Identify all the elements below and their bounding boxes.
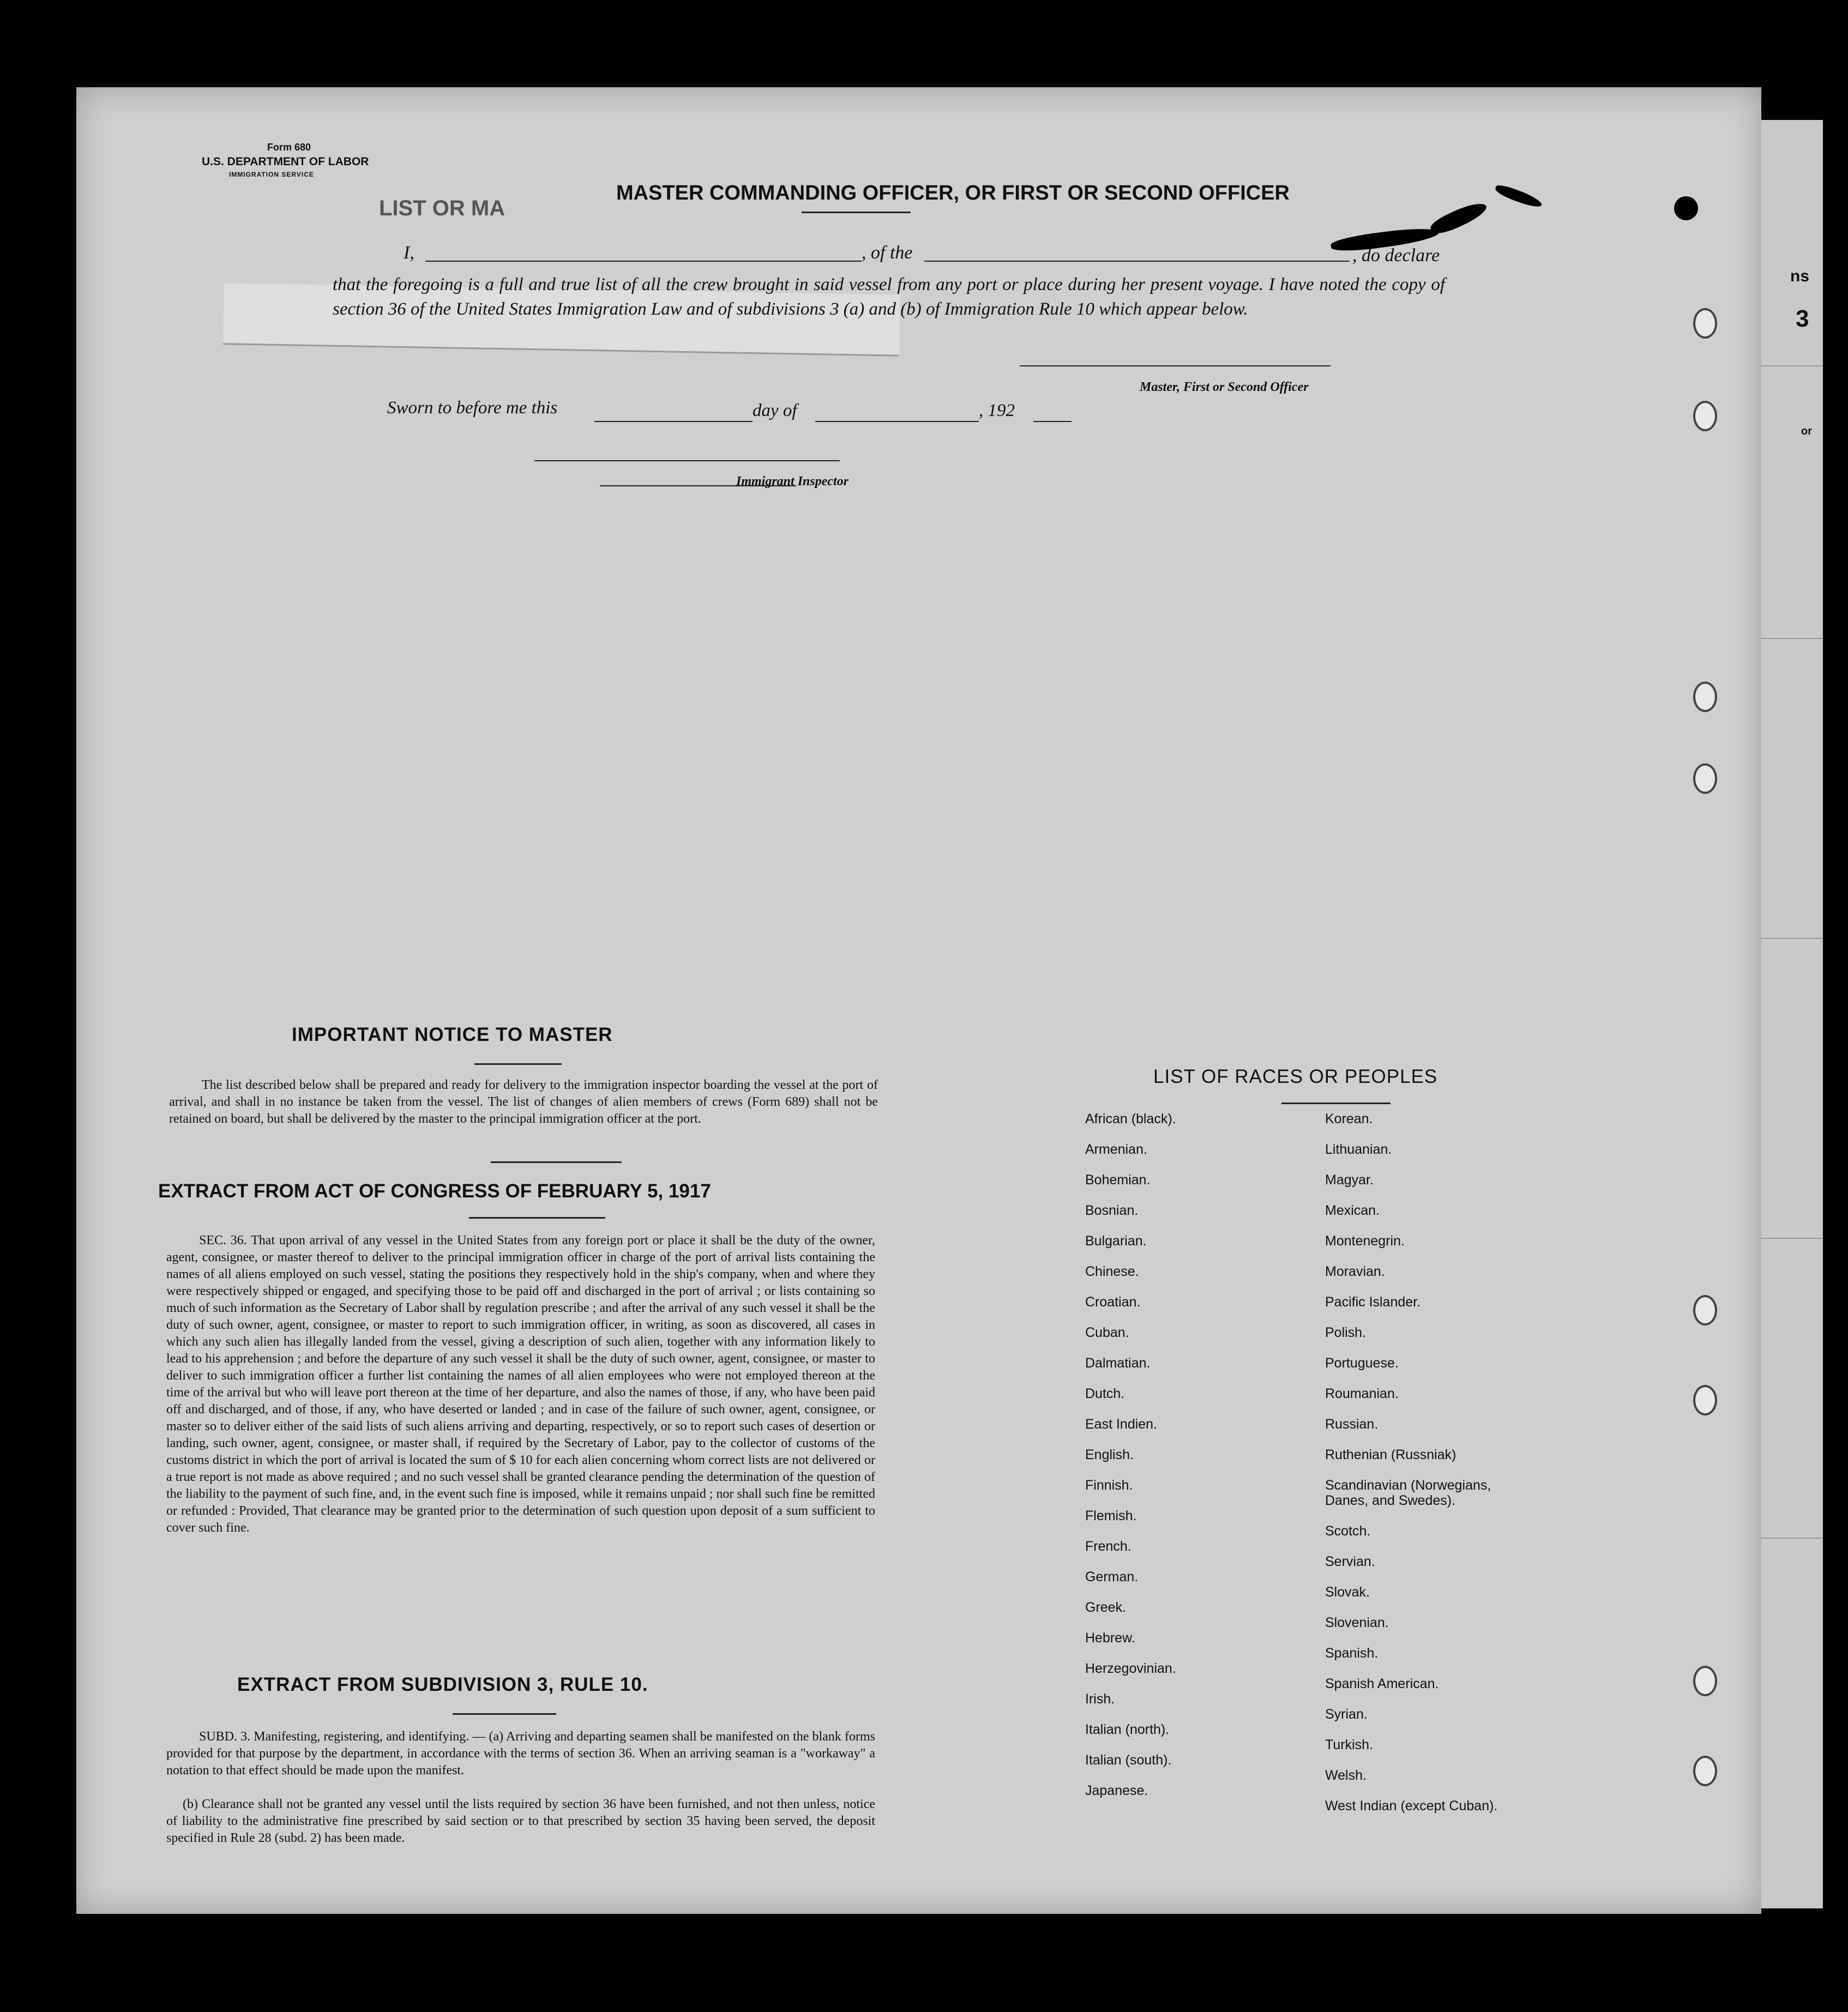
race-item: Greek. bbox=[1085, 1600, 1127, 1615]
punch-hole bbox=[1693, 763, 1717, 794]
notice-text: The list described below shall be prepared and ready for delivery to the immigration inspector boarding the vessel at the port of arrival, and shall in no instance be taken from the vessel. The list of changes of alien members of crews (Form 689) shall not be retained on board, but shall be delivered by the master to the principal immigration officer at the port. bbox=[169, 1078, 878, 1126]
inspector-label: Immigrant Inspector bbox=[736, 474, 849, 489]
tear-mark bbox=[1494, 183, 1543, 210]
race-item: Bohemian. bbox=[1085, 1172, 1151, 1188]
race-item: Slovenian. bbox=[1325, 1615, 1389, 1630]
service-name: IMMIGRATION SERVICE bbox=[229, 171, 314, 178]
punch-hole bbox=[1693, 1295, 1717, 1326]
race-item: Bulgarian. bbox=[1085, 1233, 1147, 1249]
race-item: Hebrew. bbox=[1085, 1630, 1135, 1646]
race-item: Armenian. bbox=[1085, 1142, 1147, 1157]
declare-label: , do declare bbox=[1352, 245, 1440, 266]
race-item: Spanish American. bbox=[1325, 1676, 1439, 1691]
punch-hole bbox=[1693, 308, 1717, 339]
race-item: Portuguese. bbox=[1325, 1356, 1399, 1371]
faded-title: LIST OR MA bbox=[379, 196, 505, 220]
race-item: Magyar. bbox=[1325, 1172, 1374, 1188]
punch-hole bbox=[1693, 1756, 1717, 1786]
race-item: Polish. bbox=[1325, 1325, 1367, 1340]
back-fragment-3: or bbox=[1801, 425, 1812, 437]
race-item: Syrian. bbox=[1325, 1707, 1368, 1722]
race-item: Herzegovinian. bbox=[1085, 1661, 1176, 1676]
department-name: U.S. DEPARTMENT OF LABOR bbox=[202, 155, 369, 168]
year-label: , 192 bbox=[979, 401, 1015, 420]
tear-mark bbox=[1428, 198, 1489, 238]
race-item: Montenegrin. bbox=[1325, 1233, 1405, 1249]
officer-signature-label: Master, First or Second Officer bbox=[1140, 380, 1309, 394]
race-item: Scandinavian (Norwegians, Danes, and Swedes). bbox=[1325, 1478, 1491, 1508]
form-number: Form 680 bbox=[267, 142, 311, 153]
race-item: Dalmatian. bbox=[1085, 1356, 1151, 1371]
punch-hole bbox=[1693, 1385, 1717, 1415]
race-item: Roumanian. bbox=[1325, 1386, 1399, 1401]
day-of-label: day of bbox=[753, 401, 797, 420]
back-fragment-1: ns bbox=[1790, 267, 1810, 285]
race-item: African (black). bbox=[1085, 1111, 1176, 1127]
race-item: Italian (south). bbox=[1085, 1752, 1172, 1768]
race-item: Turkish. bbox=[1325, 1737, 1373, 1752]
race-item: Servian. bbox=[1325, 1554, 1375, 1569]
race-item: Italian (north). bbox=[1085, 1722, 1170, 1737]
notice-title: IMPORTANT NOTICE TO MASTER bbox=[292, 1024, 613, 1045]
race-item: English. bbox=[1085, 1447, 1134, 1462]
race-item: French. bbox=[1085, 1539, 1131, 1554]
race-item: Welsh. bbox=[1325, 1768, 1367, 1783]
race-item: Spanish. bbox=[1325, 1646, 1379, 1661]
race-item: Cuban. bbox=[1085, 1325, 1129, 1340]
act-text: SEC. 36. That upon arrival of any vessel in the United States from any foreign port or place it shall be the duty of the owner, agent, consignee, or master thereof to deliver to the principal immigration officer in charge of the port of arrival lists containing the names of all aliens employed on such vessel, stating the positions they respectively hold in the ship's company, when and where they were respectively shipped or engaged, and specifying those to be paid off and discharged in the port of arrival ; or lists containing so much of such information as the Secretary of Labor shall by regulation prescribe ; and after the arrival of any such vessel it shall be the duty of such owner, agent, consignee, or master to report to such immigration officer, in writing, as soon as discovered, all cases in which any such alien has illegally landed from the vessel, giving a description of such alien, together with any information likely to lead to his apprehension ; and before the departure of any such vessel it shall be the duty of such owner, agent, consignee, or master to deliver to such immigration officer a further list containing the names of all alien employees who were not employed thereon at the time of the arrival but who will leave port thereon at the time of her departure, and also the names of those, if any, who have been paid off and discharged, and of those, if any, who have deserted or landed ; and in case of the failure of such owner, agent, consignee, or master so to deliver either of the said lists of such aliens arriving and departing, respectively, or so to report such cases of desertion or landing, such owner, agent, consignee, or master shall, if required by the Secretary of Labor, pay to the collector of customs of the customs district in which the port of arrival is located the sum of $ 10 for each alien concerning whom correct lists are not delivered or a true report is not made as above required ; and no such vessel shall be granted clearance pending the determination of the question of the liability to the payment of such fine, and, in the event such fine is imposed, while it remains unpaid ; nor shall such fine be remitted or refunded : Provided, That clearance may be granted prior to the determination of such question upon deposit of a sum sufficient to cover such fine. bbox=[166, 1233, 875, 1535]
race-item: Ruthenian (Russniak) bbox=[1325, 1447, 1456, 1462]
race-item: Mexican. bbox=[1325, 1203, 1380, 1218]
race-item: Japanese. bbox=[1085, 1783, 1148, 1798]
tear-mark bbox=[1674, 196, 1698, 220]
officer-heading: MASTER COMMANDING OFFICER, OR FIRST OR SECOND OFFICER bbox=[616, 182, 1290, 204]
race-item: Chinese. bbox=[1085, 1264, 1139, 1279]
race-item: Finnish. bbox=[1085, 1478, 1133, 1493]
race-item: East Indien. bbox=[1085, 1417, 1158, 1432]
rule-text-b: (b) Clearance shall not be granted any vessel until the lists required by section 36 have been furnished, and not then unless, notice of liability to the administrative fine prescribed by said section or to that prescribed by section 35 having been served, the deposit specified in Rule 28 (subd. 2) has been made. bbox=[166, 1797, 875, 1845]
race-item: Pacific Islander. bbox=[1325, 1294, 1421, 1310]
race-item: West Indian (except Cuban). bbox=[1325, 1798, 1498, 1814]
rule-text-a: SUBD. 3. Manifesting, registering, and identifying. — (a) Arriving and departing seamen shall be manifested on the blank forms provided for that purpose by the department, in accordance with the terms of section 36. When an arriving seaman is a "workaway" a notation to that effect should be made upon the manifest. bbox=[166, 1730, 875, 1778]
race-item: Korean. bbox=[1325, 1111, 1373, 1127]
form-page bbox=[76, 87, 1761, 1914]
declaration-paragraph: that the foregoing is a full and true list of all the crew brought in said vessel from any port or place during her present voyage. I have noted the copy of section 36 of the United States Immigration Law and of subdivisions 3 (a) and (b) of Immigration Rule 10 which appear below. bbox=[333, 275, 1445, 319]
race-item: Lithuanian. bbox=[1325, 1142, 1392, 1157]
race-item: Slovak. bbox=[1325, 1585, 1370, 1600]
race-item: Irish. bbox=[1085, 1691, 1115, 1707]
rule-title: EXTRACT FROM SUBDIVISION 3, RULE 10. bbox=[237, 1674, 648, 1695]
race-item: Moravian. bbox=[1325, 1264, 1385, 1279]
act-title: EXTRACT FROM ACT OF CONGRESS OF FEBRUARY 5, 1917 bbox=[158, 1180, 711, 1202]
vessel-of-label: , of the bbox=[862, 243, 913, 263]
race-item: Dutch. bbox=[1085, 1386, 1125, 1401]
sworn-label: Sworn to before me this bbox=[387, 398, 558, 418]
race-item: Croatian. bbox=[1085, 1294, 1141, 1310]
punch-hole bbox=[1693, 1666, 1717, 1696]
race-item: Bosnian. bbox=[1085, 1203, 1139, 1218]
race-item: Scotch. bbox=[1325, 1523, 1371, 1539]
back-fragment-2: 3 bbox=[1796, 305, 1809, 332]
punch-hole bbox=[1693, 401, 1717, 431]
race-item: Flemish. bbox=[1085, 1508, 1137, 1523]
punch-hole bbox=[1693, 682, 1717, 712]
races-title: LIST OF RACES OR PEOPLES bbox=[1153, 1066, 1438, 1087]
race-item: Russian. bbox=[1325, 1417, 1379, 1432]
race-item: German. bbox=[1085, 1569, 1139, 1585]
declarant-prefix: I, bbox=[404, 243, 414, 263]
